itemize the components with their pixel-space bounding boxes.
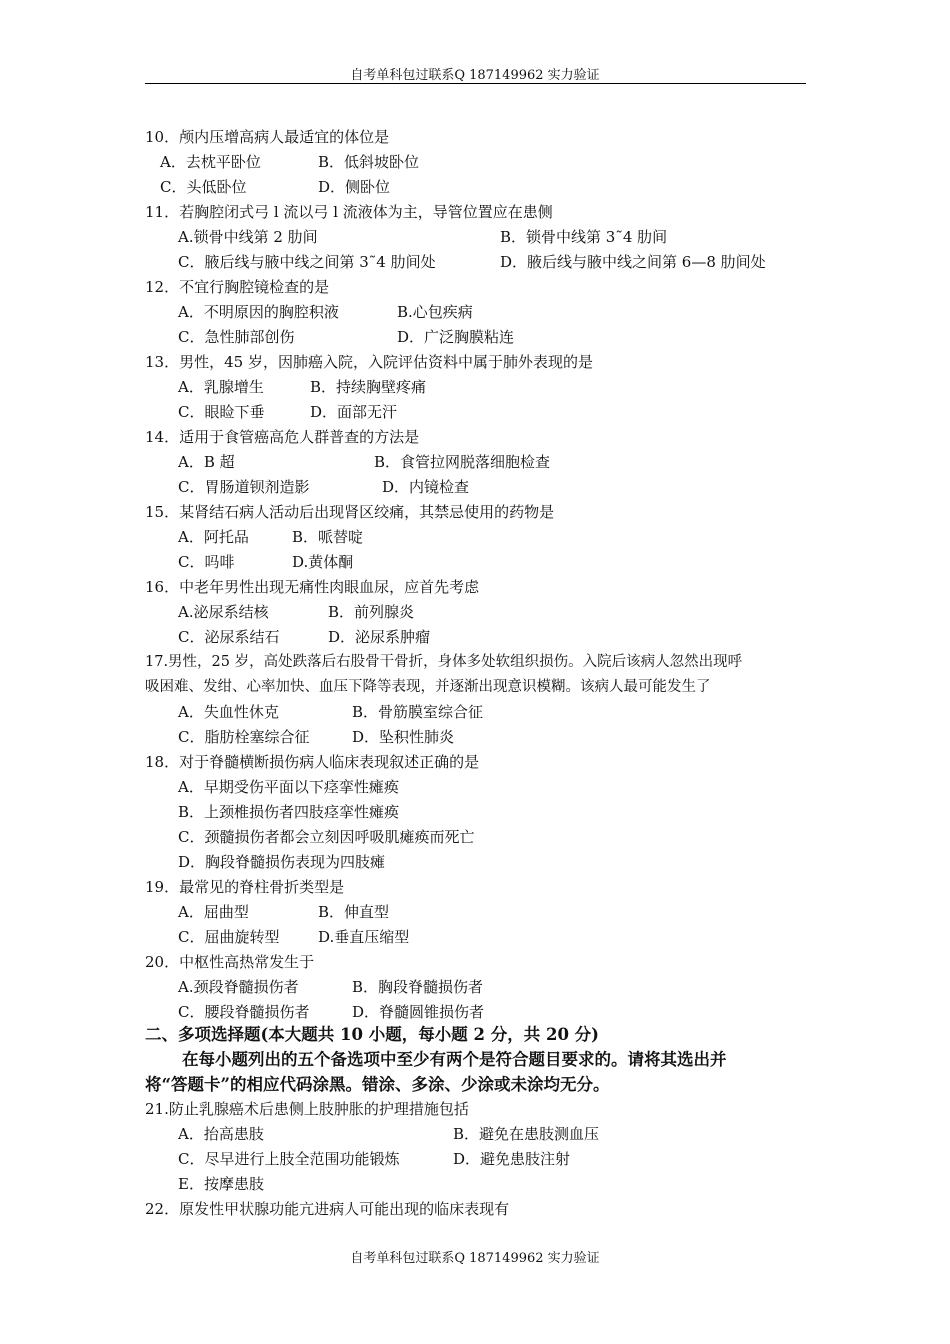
question-17-line-2: 吸困难、发绀、心率加快、血压下降等表现，并逐渐出现意识模糊。该病人最可能发生了 — [145, 679, 711, 695]
q20-option-b: B．胸段脊髓损伤者 — [352, 978, 484, 996]
q11-option-c: C．腋后线与腋中线之间第 3˜4 肋间处 — [178, 253, 436, 271]
q19-option-b: B．伸直型 — [318, 903, 390, 921]
q13-option-c: C．眼睑下垂 — [178, 403, 265, 421]
q18-option-b: B．上颈椎损伤者四肢痉挛性瘫痪 — [178, 803, 400, 821]
q10-option-d: D．侧卧位 — [318, 178, 391, 196]
q13-option-a: A．乳腺增生 — [178, 378, 264, 396]
q10-option-c: C．头低卧位 — [160, 178, 247, 196]
q21-option-e: E．按摩患肢 — [178, 1175, 264, 1193]
question-21: 21.防止乳腺癌术后患侧上肢肿胀的护理措施包括 — [145, 1100, 469, 1118]
question-18: 18．对于脊髓横断损伤病人临床表现叙述正确的是 — [145, 753, 480, 771]
q18-option-c: C．颈髓损伤者都会立刻因呼吸肌瘫痪而死亡 — [178, 828, 475, 846]
q17-option-a: A．失血性休克 — [178, 703, 279, 721]
q14-option-a: A．B 超 — [178, 453, 235, 471]
q15-option-d: D.黄体酮 — [292, 553, 354, 571]
question-13: 13．男性，45 岁，因肺癌入院，入院评估资料中属于肺外表现的是 — [145, 353, 593, 371]
page-footer: 自考单科包过联系Q 187149962 实力验证 — [350, 1251, 600, 1266]
question-15: 15．某肾结石病人活动后出现肾区绞痛，其禁忌使用的药物是 — [145, 503, 555, 521]
q10-option-b: B．低斜坡卧位 — [318, 153, 420, 171]
q20-option-c: C．腰段脊髓损伤者 — [178, 1003, 310, 1021]
q12-option-a: A．不明原因的胸腔积液 — [178, 303, 339, 321]
q14-option-c: C．胃肠道钡剂造影 — [178, 478, 310, 496]
q11-option-a: A.锁骨中线第 2 肋间 — [178, 228, 318, 246]
q13-option-b: B．持续胸壁疼痛 — [310, 378, 427, 396]
question-20: 20．中枢性高热常发生于 — [145, 953, 315, 971]
section-2-instruction-2: 将“答题卡”的相应代码涂黑。错涂、多涂、少涂或未涂均无分。 — [145, 1075, 610, 1094]
q17-option-d: D．坠积性肺炎 — [352, 728, 455, 746]
q21-option-d: D．避免患肢注射 — [453, 1150, 571, 1168]
q15-option-c: C．吗啡 — [178, 553, 235, 571]
q18-option-a: A．早期受伤平面以下痉挛性瘫痪 — [178, 778, 399, 796]
q16-option-c: C．泌尿系结石 — [178, 628, 280, 646]
q15-option-a: A．阿托品 — [178, 528, 249, 546]
q19-option-d: D.垂直压缩型 — [318, 928, 410, 946]
q12-option-c: C．急性肺部创伤 — [178, 328, 295, 346]
q19-option-a: A．屈曲型 — [178, 903, 249, 921]
header-rule — [145, 83, 806, 84]
question-14: 14．适用于食管癌高危人群普查的方法是 — [145, 428, 420, 446]
q12-option-d: D．广泛胸膜粘连 — [397, 328, 515, 346]
q16-option-a: A.泌尿系结核 — [178, 603, 269, 621]
q20-option-a: A.颈段脊髓损伤者 — [178, 978, 299, 996]
q14-option-b: B．食管拉网脱落细胞检查 — [374, 453, 551, 471]
question-17-line-1: 17.男性，25 岁，高处跌落后右股骨干骨折，身体多处软组织损伤。入院后该病人忽然出现呼 — [145, 654, 743, 670]
question-12: 12．不宜行胸腔镜检查的是 — [145, 278, 330, 296]
question-16: 16．中老年男性出现无痛性肉眼血尿，应首先考虑 — [145, 578, 480, 596]
q18-option-d: D．胸段脊髓损伤表现为四肢瘫 — [178, 853, 386, 871]
q16-option-d: D．泌尿系肿瘤 — [328, 628, 431, 646]
q21-option-b: B．避免在患肢测血压 — [453, 1125, 600, 1143]
section-2-heading: 二、多项选择题(本大题共 10 小题，每小题 2 分，共 20 分) — [145, 1025, 599, 1044]
q20-option-d: D．脊髓圆锥损伤者 — [352, 1003, 485, 1021]
q19-option-c: C．屈曲旋转型 — [178, 928, 280, 946]
question-11: 11．若胸腔闭式弓 l 流以弓 l 流液体为主，导管位置应在患侧 — [145, 203, 553, 221]
q21-option-c: C．尽早进行上肢全范围功能锻炼 — [178, 1150, 400, 1168]
q17-option-c: C．脂肪栓塞综合征 — [178, 728, 310, 746]
question-10: 10．颅内压增高病人最适宜的体位是 — [145, 128, 390, 146]
q14-option-d: D．内镜检查 — [382, 478, 470, 496]
question-19: 19．最常见的脊柱骨折类型是 — [145, 878, 345, 896]
q12-option-b: B.心包疾病 — [397, 303, 473, 321]
q17-option-b: B．骨筋膜室综合征 — [352, 703, 484, 721]
q13-option-d: D．面部无汗 — [310, 403, 398, 421]
q15-option-b: B．哌替啶 — [292, 528, 364, 546]
page-header: 自考单科包过联系Q 187149962 实力验证 — [350, 68, 600, 83]
q11-option-d: D．腋后线与腋中线之间第 6—8 肋间处 — [500, 253, 766, 271]
q21-option-a: A．抬高患肢 — [178, 1125, 264, 1143]
question-22: 22．原发性甲状腺功能亢进病人可能出现的临床表现有 — [145, 1200, 510, 1218]
q16-option-b: B．前列腺炎 — [328, 603, 415, 621]
section-2-instruction-1: 在每小题列出的五个备选项中至少有两个是符合题目要求的。请将其选出并 — [182, 1050, 727, 1069]
q11-option-b: B．锁骨中线第 3˜4 肋间 — [500, 228, 668, 246]
q10-option-a: A．去枕平卧位 — [160, 153, 261, 171]
